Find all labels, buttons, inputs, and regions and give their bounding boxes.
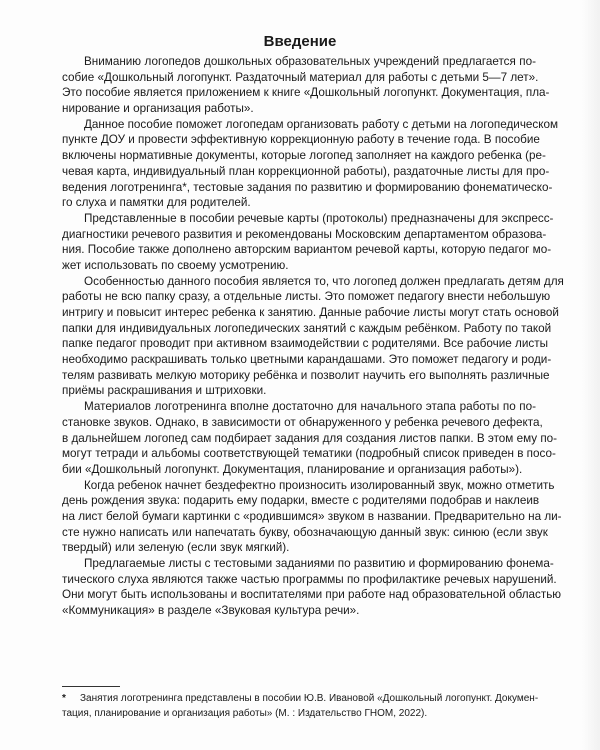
page-edge-shadow [582,0,600,750]
text-line: работы не всю папку сразу, а отдельные листы. Это поможет педагогу внести небольшую [62,290,551,304]
text-line: становке звуков. Однако, в зависимости от обнаруженного у ребенка речевого дефекта, [62,415,543,429]
text-line: Данное пособие поможет логопедам организовать работу с детьми на логопедическом [84,117,559,131]
footnote-marker: * [62,693,66,704]
text-line: диагностики речевого развития и рекомендованы Московским департаментом образова- [62,227,547,241]
footnote-line [62,706,536,721]
text-line: ведения логотренинга*, тестовые задания по развитию и формированию фонематическо- [62,180,553,194]
text-line: Особенностью данного пособия является то, что логопед должен предлагать детям для [84,274,564,288]
footnote [62,691,539,721]
text-line: на лист белой бумаги картинки с «родившимся» звуком в названии. Предварительно на ли- [62,509,562,523]
text-line: интригу и повысит интерес ребенка к занятию. Данные рабочие листы могут стать основой [62,306,559,319]
page-title: Введение [263,33,337,50]
text-line: твердый) или зеленую (если звук мягкий). [62,541,290,555]
text-line: бии «Дошкольный логопункт. Документация, планирование и организация работы»). [62,462,523,476]
text-line: пункте ДОУ и провести эффективную коррекционную работу в течение года. В пособие [62,133,540,147]
paragraph [62,478,562,556]
paragraph [62,211,554,274]
footnote-text: Занятия логотренинга представлены в пособии Ю.В. Ивановой «Дошкольный логопункт. Докумен- [80,693,539,704]
text-line: Вниманию логопедов дошкольных образовательных учреждений предлагается по- [84,55,536,68]
text-line: включены нормативные документы, которые логопед заполняет на каждого ребенка (ре- [62,149,546,163]
paragraph [62,54,550,117]
text-line: папки для индивидуальных логопедических занятий с каждым ребёнком. Работу по такой [62,321,552,335]
paragraph [62,117,559,211]
text-line: могут тетради и альбомы соответствующей тематики (подробный список приведен в посо- [62,447,556,461]
text-line: жет использовать по своему усмотрению. [62,258,289,272]
text-line: приёмы раскрашивания и штриховки. [62,384,267,398]
text-line: в дальнейшем логопед сам подбирает задания для создания листов папки. В этом ему по- [62,431,558,445]
text-line: ния. Пособие также дополнено авторским вариантом речевой карты, которую педагог мо- [62,243,552,257]
text-line: сте нужно написать или напечатать букву, обозначающую данный звук: синюю (если звук [62,525,548,539]
paragraph [62,274,564,400]
text-line: Когда ребенок начнет бездефектно произносить изолированный звук, можно отметить [84,478,555,492]
footnote-line [62,691,539,706]
text-line: Материалов логотренинга вполне достаточно для начального этапа работы по по- [84,400,536,414]
text-line: телям развивать мелкую моторику ребёнка и позволит научить его выполнять различные [62,368,550,382]
text-line: нирование и организация работы». [62,102,254,116]
text-line: собие «Дошкольный логопункт. Раздаточный материал для работы с детьми 5—7 лет». [62,70,539,84]
paragraph [62,556,562,619]
text-line: необходимо раскрашивать только цветными карандашами. Это поможет педагогу и роди- [62,353,552,367]
text-line: «Коммуникация» в разделе «Звуковая культура речи». [62,604,360,618]
text-line: день рождения звука: подарить ему подарки, вместе с родителями подобрав и наклеив [62,494,540,508]
footnote-separator [62,686,120,687]
text-line: чевая карта, индивидуальный план коррекционной работы), раздаточные листы для про- [62,164,550,178]
footnote-text: тация, планирование и организация работы» (М. : Издательство ГНОМ, 2022). [62,708,428,719]
paragraph [62,399,558,477]
text-line: го слуха и памятки для родителей. [62,196,251,210]
body-text [62,54,564,619]
text-line: Представленные в пособии речевые карты (протоколы) предназначены для экспресс- [84,211,554,225]
text-line: Предлагаемые листы с тестовыми заданиями по развитию и формированию фонема- [84,557,554,570]
text-line: Они могут быть использованы и воспитателями при работе над образовательной областью [62,588,562,602]
text-line: Это пособие является приложением к книге «Дошкольный логопункт. Документация, пла- [62,86,550,100]
text-line: тического слуха являются также частью программы по профилактике речевых нарушений. [62,572,557,586]
text-line: папке педагог проводит при активном взаимодействии с родителями. Все рабочие листы [62,337,548,351]
